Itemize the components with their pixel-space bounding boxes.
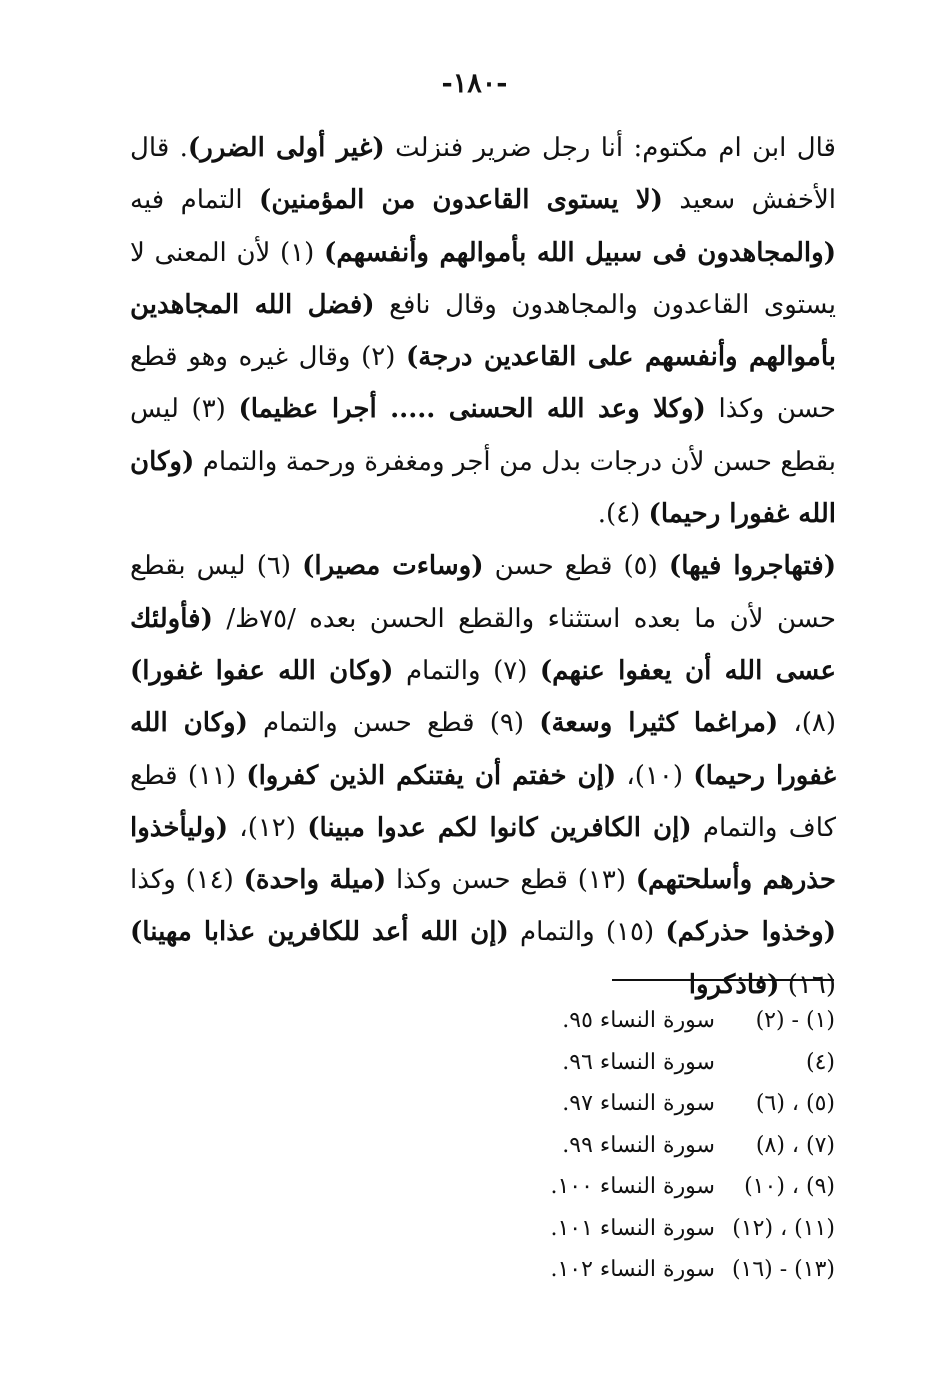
text-run: . قال الأخفش سعيد [130,133,836,216]
main-text [130,122,836,1011]
text-run: (١) لأن المعنى لا يستوى القاعدون والمجاهدون وقال نافع [130,237,836,320]
footnote-source: سورة النساء ٩٦. [562,1049,715,1075]
quran-quote: (فأولئك عسى الله أن يعفوا عنهم) [130,603,836,686]
quran-quote: (وخذوا حذركم) [665,917,836,948]
footnote-divider [612,979,834,981]
quran-quote: (وكلا وعد الله الحسنى ..... أجرا عظيما) [238,394,706,425]
paragraph [130,122,836,540]
footnote-ref: (١١) ، (١٢) [732,1215,835,1241]
footnote [480,1125,835,1167]
quran-quote: (ميلة واحدة) [243,865,387,896]
quran-quote: (مراغما كثيرا وسعة) [539,708,779,739]
page-number: -١٨٠- [441,68,508,99]
footnote-ref: (٥) ، (٦) [755,1091,835,1116]
text-run: (١٠)، [616,760,694,791]
quran-quote: (والمجاهدون فى سبيل الله بأموالهم وأنفسهم) [324,237,836,268]
footnote-source: سورة النساء ٩٩. [562,1132,715,1158]
text-run: (١٥) والتمام [508,917,666,948]
text-run: (١٤) وكذا [130,865,244,896]
footnote-source: سورة النساء ١٠٢. [550,1257,715,1282]
text-run: (٩) قطع حسن والتمام [247,708,540,739]
text-run: (٢) وقال غيره وهو قطع حسن وكذا [130,342,836,425]
text-run: قال ابن ام مكتوم: أنا رجل ضرير فنزلت [384,133,836,163]
quran-quote: (وكان الله عفوا غفورا) [130,655,394,686]
footnote-ref: (٩) ، (١٠) [744,1174,835,1199]
quran-quote: (فتهاجروا فيها) [668,551,836,582]
text-run: (١٦) [779,969,836,1000]
quran-quote: (غير أولى الضرر) [187,133,385,163]
quran-quote: (إن خفتم أن يفتنكم الذين كفروا) [246,760,617,791]
text-run: (١٣) قطع حسن وكذا [386,865,636,896]
footnote-ref: (١) - (٢) [755,1008,835,1033]
footnote-ref: (٤) [805,1049,835,1075]
quran-quote: (وكان الله غفورا رحيما) [130,446,836,530]
footnote-ref: (١٣) - (١٦) [731,1257,835,1282]
footnote [480,1083,835,1125]
text-run: (١٢)، [228,812,308,843]
footnote-source: سورة النساء ٩٧. [562,1091,715,1116]
footnote [480,1166,835,1208]
text-run: (١١) قطع كاف والتمام [130,760,836,843]
text-run: التمام فيه [130,185,260,216]
footnote [480,1208,835,1250]
paragraph [130,540,836,1011]
quran-quote: (إن الله أعد للكافرين عذابا مهينا) [130,917,509,948]
text-run: (٦) ليس بقطع حسن لأن ما بعده استثناء والقطع الحسن بعده /٧٥ظ/ [130,551,836,634]
quran-quote: (لا يستوى القاعدون من المؤمنين) [259,185,663,216]
text-run: (٥) قطع حسن [483,551,669,582]
quran-quote: (وكان الله غفورا رحيما) [130,708,836,791]
footnote-ref: (٧) ، (٨) [755,1132,835,1158]
footnote-source: سورة النساء ١٠١. [550,1215,715,1241]
footnote-source: سورة النساء ١٠٠. [550,1174,715,1199]
text-run: (٣) ليس بقطع حسن لأن درجات بدل من أجر ومغفرة ورحمة والتمام [130,394,836,477]
text-run: (٤). [597,499,649,530]
quran-quote: (إن الكافرين كانوا لكم عدوا مبينا) [307,812,692,843]
quran-quote: (وليأخذوا حذرهم وأسلحتهم) [130,812,836,896]
footnote [480,1042,835,1084]
text-run: (٨)، [778,708,837,739]
footnote-source: سورة النساء ٩٥. [562,1008,715,1033]
footnotes [480,1000,835,1291]
quran-quote: (فاذكروا [688,969,780,1000]
quran-quote: (فضل الله المجاهدين بأموالهم وأنفسهم على القاعدين درجة) [130,289,836,373]
footnote [480,1249,835,1291]
footnote [480,1000,835,1042]
text-run: (٧) والتمام [393,655,540,686]
quran-quote: (وساءت مصيرا) [302,551,484,582]
